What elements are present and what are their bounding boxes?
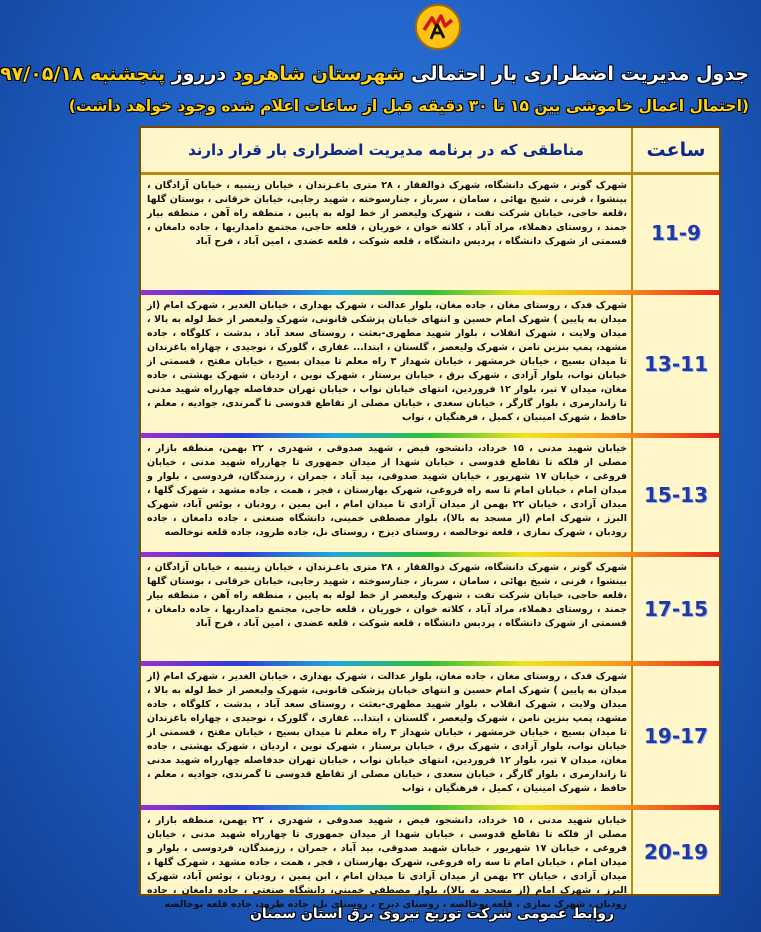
power-company-logo (415, 4, 461, 50)
areas-cell: شهرک گونر ، شهرک دانشگاه، شهرک ذوالفقار ، ۲۸ متری باغـزندان ، خیابان زینبیه ، خیابان آزادگان ، بینشوا ، قرنی ، شیخ بهائی ، سامان ، سرباز ، جنارسوخته ، شهید رجایی، خیابان خرقانی ، بوستان گلها ،قلعه حاجی، خیابان شرکت نفت ، شهرک ولیعصر از خط لوله به پایین ، منطقه راه آهن ، منطقه بیار جمند ، روستای دهملاء، مراد آباد ، کلاته خوان ، خوریان ، قلعه حاجی، مجتمع دامداریها ، جاده دامغان ، قسمتی از شهرک دانشگاه ، پردیس دانشگاه ، قلعه شوکت ، قلعه عضدی ، امین آباد ، فرح آباد (147, 180, 627, 247)
areas-cell: خیابان شهید مدنی ، ۱۵ خرداد، دانشجو، فیض ، شهید صدوقی ، شهدری ، ۲۲ بهمن، منطقه بازار ، مصلی از فلکه تا تقاطع قدوسی ، خیابان شهدا از میدان جمهوری تا چهارراه شهید مدنی ، خیابان فروغی ، خیابان ۱۷ شهریور ، خیابان شهید صدوقی، بید آباد ، جمران ، رزمندگان، فردوسی ، بلوار و میدان امام ، خیابان امام تا سه راه فروغی، شهرک بهارستان ، فجر ، همت ، جاده مشهد ، شهرک گلها ، میدان آزادی ، خیابان ۲۲ بهمن از میدان آزادی تا میدان امام ، ابن یمین ، رودبان ، بوئس آباد، شهرک البرز ، شهرک امام (از مسجد به بالا)، بلوار مصطفی خمینی، دانشگاه صنعتی ، جاده دامغان ، جاده رودبان ، شهرک نمازی ، قلعه نوخالصه ، روستای دیزج ، روستای نل، جاده طرود، جاده قلعه نوخالصه (147, 443, 627, 538)
table-row (141, 666, 719, 805)
time-slot: 13-11 (644, 352, 708, 376)
title-text-part2: درروز (165, 63, 233, 85)
header-areas-column: مناطقی که در برنامه مدیریت اضطراری بار قرار دارند (188, 141, 584, 159)
time-cell (631, 810, 719, 894)
table-row (141, 175, 719, 290)
title-text-part1: جدول مدیریت اضطراری بار احتمالی (404, 63, 749, 85)
power-utility-logo-icon (417, 6, 459, 48)
page-title (0, 58, 749, 90)
table-row (141, 438, 719, 552)
areas-cell: شهرک فدک ، روستای مغان ، جاده مغان، بلوار عدالت ، شهرک بهداری ، خیابان الغدیر ، شهرک امام (از میدان به پایین ) شهرک امام حسین و انتهای خیابان پزشکی قانونی، شهرک ولیعصر از خط لوله به بالا ، میدان ولایت ، شهرک انقلاب ، بلوار شهید مطهری-بعثت ، روستای سعد آباد ، بدشت ، کلوگاه ، جاده مشهد، پمپ بنزین نامن ، شهرک ولیعصر ، گلستان ، ابتدا... غفاری ، گلورک ، نوجیدی ، چهاراه باغزندان تا میدان بسیج ، خیابان خرمشهر ، خیابان شهداز ۳ راه معلم تا میدان بسیج ، خیابان مفتح ، قسمتی از خیابان نواب، بلوار آزادی ، شهرک برق ، خیابان برستار ، شهرک نوین ، اردیان ، شهرک بهشتی ، جاده مغان، میدان ۷ تیر، بلوار ۱۲ فروردین، انتهای خیابان نواب ، خیابان تهران حدفاصله چهارراه شهید مدنی تا زاندارمری ، بلوار گارگر ، خیابان سعدی ، خیابان مصلی از تقاطع قدوسی تا گمرندی، جوادیه ، معلم ، حافظ ، شهرک امینیان ، کمیل ، فرهنگیان ، نواب (147, 300, 627, 423)
table-row (141, 810, 719, 910)
time-slot: 19-17 (644, 723, 708, 748)
areas-cell: شهرک گونر ، شهرک دانشگاه، شهرک ذوالفقار ، ۲۸ متری باغـزندان ، خیابان زینبیه ، خیابان آزادگان ، بینشوا ، قرنی ، شیخ بهائی ، سامان ، سرباز ، جنارسوخته ، شهید رجایی، خیابان خرقانی ، بوستان گلها ،قلعه حاجی، خیابان شرکت نفت ، شهرک ولیعصر از خط لوله به پایین ، منطقه راه آهن ، منطقه بیار جمند ، روستای دهملاء، مراد آباد ، کلاته خوان ، خوریان ، قلعه حاجی، مجتمع دامداریها ، جاده دامغان ، قسمتی از شهرک دانشگاه ، پردیس دانشگاه ، قلعه شوکت ، قلعه عضدی ، امین آباد ، فرح آباد (147, 562, 627, 629)
areas-cell: خیابان شهید مدنی ، ۱۵ خرداد، دانشجو، فیض ، شهید صدوقی ، شهدری ، ۲۲ بهمن، منطقه بازار ، مصلی از فلکه تا تقاطع قدوسی ، خیابان شهدا از میدان جمهوری تا چهارراه شهید مدنی ، خیابان فروغی ، خیابان ۱۷ شهریور ، خیابان شهید صدوقی، بید آباد ، جمران ، رزمندگان، فردوسی ، بلوار و میدان امام ، خیابان امام تا سه راه فروغی، شهرک بهارستان ، فجر ، همت ، جاده مشهد ، شهرک گلها ، میدان آزادی ، خیابان ۲۲ بهمن از میدان آزادی تا میدان امام ، ابن یمین ، رودبان ، بوئس آباد، شهرک البرز ، شهرک امام (از مسجد به بالا)، بلوار مصطفی خمینی، دانشگاه صنعتی ، جاده دامغان ، جاده رودبان ، شهرک نمازی ، قلعه نوخالصه ، روستای دیزج ، روستای نل، جاده طرود، جاده قلعه نوخالصه (147, 815, 627, 910)
outage-schedule-table (139, 126, 721, 910)
time-slot: 15-13 (644, 483, 708, 507)
header-time-column: ساعت (631, 128, 719, 172)
time-cell (631, 557, 719, 661)
table-header-row (141, 128, 719, 175)
title-city: شهرستان شاهرود (232, 63, 405, 85)
time-slot: 17-15 (644, 597, 708, 621)
time-slot: 11-9 (650, 220, 702, 245)
time-cell (631, 175, 719, 290)
time-slot: 20-19 (644, 840, 708, 864)
table-row (141, 295, 719, 433)
table-row (141, 557, 719, 661)
footer-credit: روابط عمومی شرکت توزیع نیروی برق استان سمنان (249, 906, 615, 922)
title-date: ۹۷/۰۵/۱۸ (0, 63, 91, 85)
areas-cell: شهرک فدک ، روستای مغان ، جاده مغان، بلوار عدالت ، شهرک بهداری ، خیابان الغدیر ، شهرک امام (از میدان به پایین ) شهرک امام حسین و انتهای خیابان پزشکی قانونی، شهرک ولیعصر از خط لوله به بالا ، میدان ولایت ، شهرک انقلاب ، بلوار شهید مطهری-بعثت ، روستای سعد آباد ، بدشت ، کلوگاه ، جاده مشهد، پمپ بنزین نامن ، شهرک ولیعصر ، گلستان ، ابتدا... غفاری ، گلورک ، نوجیدی ، چهاراه باغزندان تا میدان بسیج ، خیابان خرمشهر ، خیابان شهداز ۳ راه معلم تا میدان بسیج ، خیابان مفتح ، قسمتی از خیابان نواب، بلوار آزادی ، شهرک برق ، خیابان برستار ، شهرک نوین ، اردیان ، شهرک بهشتی ، جاده مغان، میدان ۷ تیر، بلوار ۱۲ فروردین، انتهای خیابان نواب ، خیابان تهران حدفاصله چهارراه شهید مدنی تا زاندارمری ، بلوار گارگر ، خیابان سعدی ، خیابان مصلی از تقاطع قدوسی تا گمرندی، جوادیه ، معلم ، حافظ ، شهرک امینیان ، کمیل ، فرهنگیان ، نواب (147, 671, 627, 794)
title-day: پنجشنبه (90, 63, 166, 85)
time-cell (631, 438, 719, 552)
time-cell (631, 295, 719, 433)
page-subtitle: (احتمال اعمال خاموشی بین ۱۵ تا ۳۰ دقیقه قبل از ساعات اعلام شده وجود خواهد داشت) (68, 97, 749, 115)
time-cell (631, 666, 719, 805)
